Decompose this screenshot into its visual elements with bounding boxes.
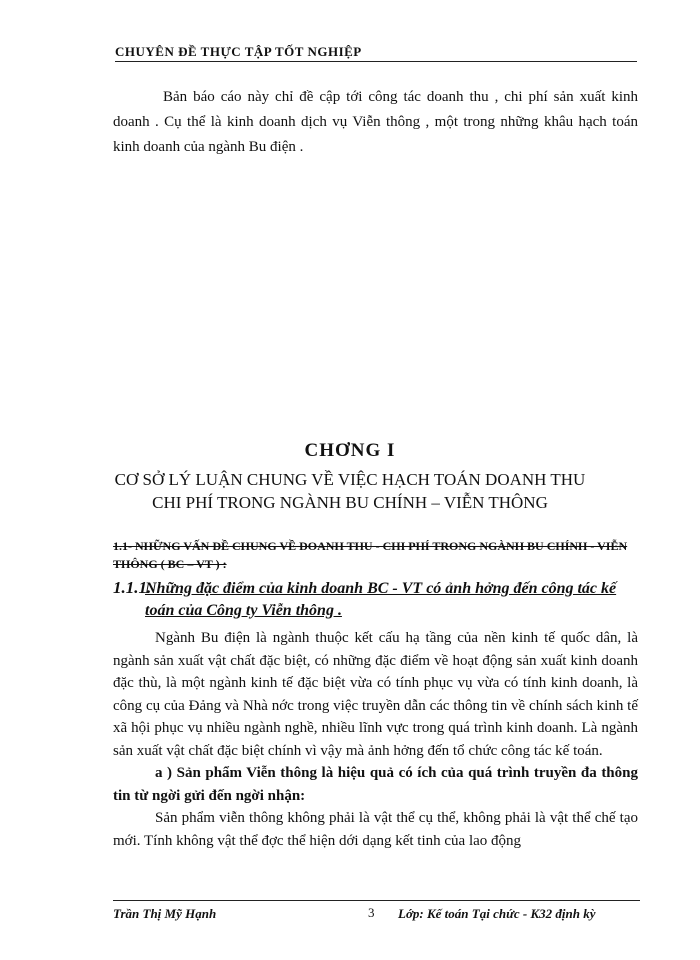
- footer-class: Lớp: Kế toán Tại chức - K32 định kỳ: [398, 906, 596, 921]
- body-paragraph-2: Sản phẩm viễn thông không phải là vật thể cụ thể, không phải là vật thể chế tạo mới. Tính không vật thể đợc thể hiện dới dạng kết tinh của lao động: [113, 810, 638, 849]
- footer-author: Trần Thị Mỹ Hạnh: [113, 906, 217, 921]
- intro-paragraph: Bản báo cáo này chỉ đề cập tới công tác doanh thu , chi phí sản xuất kinh doanh . Cụ thể là kinh doanh dịch vụ Viễn thông , một trong những khâu hạch toán kinh doanh của ngành Bu điện .: [113, 89, 638, 155]
- page-header-title: CHUYÊN ĐỀ THỰC TẬP TỐT NGHIỆP: [115, 44, 362, 59]
- section-heading: 1.1- NHỮNG VẤN ĐỀ CHUNG VỀ DOANH THU - CHI PHÍ TRONG NGÀNH BU CHÍNH - VIỄN THÔNG ( BC – VT ) :: [113, 539, 628, 571]
- chapter-title: CHƠNG I: [304, 440, 396, 461]
- chapter-subtitle-line1: CƠ SỞ LÝ LUẬN CHUNG VỀ VIỆC HẠCH TOÁN DOANH THU: [114, 470, 586, 489]
- intro-section: [113, 85, 638, 160]
- body-paragraph-1: Ngành Bu điện là ngành thuộc kết cấu hạ tầng của nền kinh tế quốc dân, là ngành sản xuất vật chất đặc biệt, có những đặc điểm về hoạt động sản xuất kinh doanh đặc thù, là một ngành kinh tế đặc biệt vừa có tính phục vụ vừa có tính kinh doanh, là công cụ của Đảng và Nhà nớc trong việc truyền dẫn các thông tin về chính sách kinh tế xã hội phục vụ nhiều ngành nghề, nhiều lĩnh vực trong quá trình kinh doanh. Là ngành sản xuất vật chất đặc biệt chính vì vậy mà ảnh hởng đến tổ chức công tác kế toán.: [113, 630, 638, 759]
- subsection-number: 1.1.1.: [113, 578, 152, 597]
- body-text: [113, 627, 638, 852]
- footer-page-number: 3: [368, 905, 375, 920]
- header-divider: [115, 61, 637, 62]
- point-a-heading: a ) Sản phẩm Viễn thông là hiệu quả có ích của quá trình truyền đa thông tin từ ngời gửi đến ngời nhận:: [113, 765, 638, 804]
- footer-divider: [113, 900, 640, 901]
- subsection-title: Những đặc điểm của kinh doanh BC - VT có ảnh hởng đến công tác kế toán của Công ty Viễn thông .: [145, 580, 617, 619]
- chapter-subtitle-line2: CHI PHÍ TRONG NGÀNH BU CHÍNH – VIỄN THÔNG: [152, 493, 548, 512]
